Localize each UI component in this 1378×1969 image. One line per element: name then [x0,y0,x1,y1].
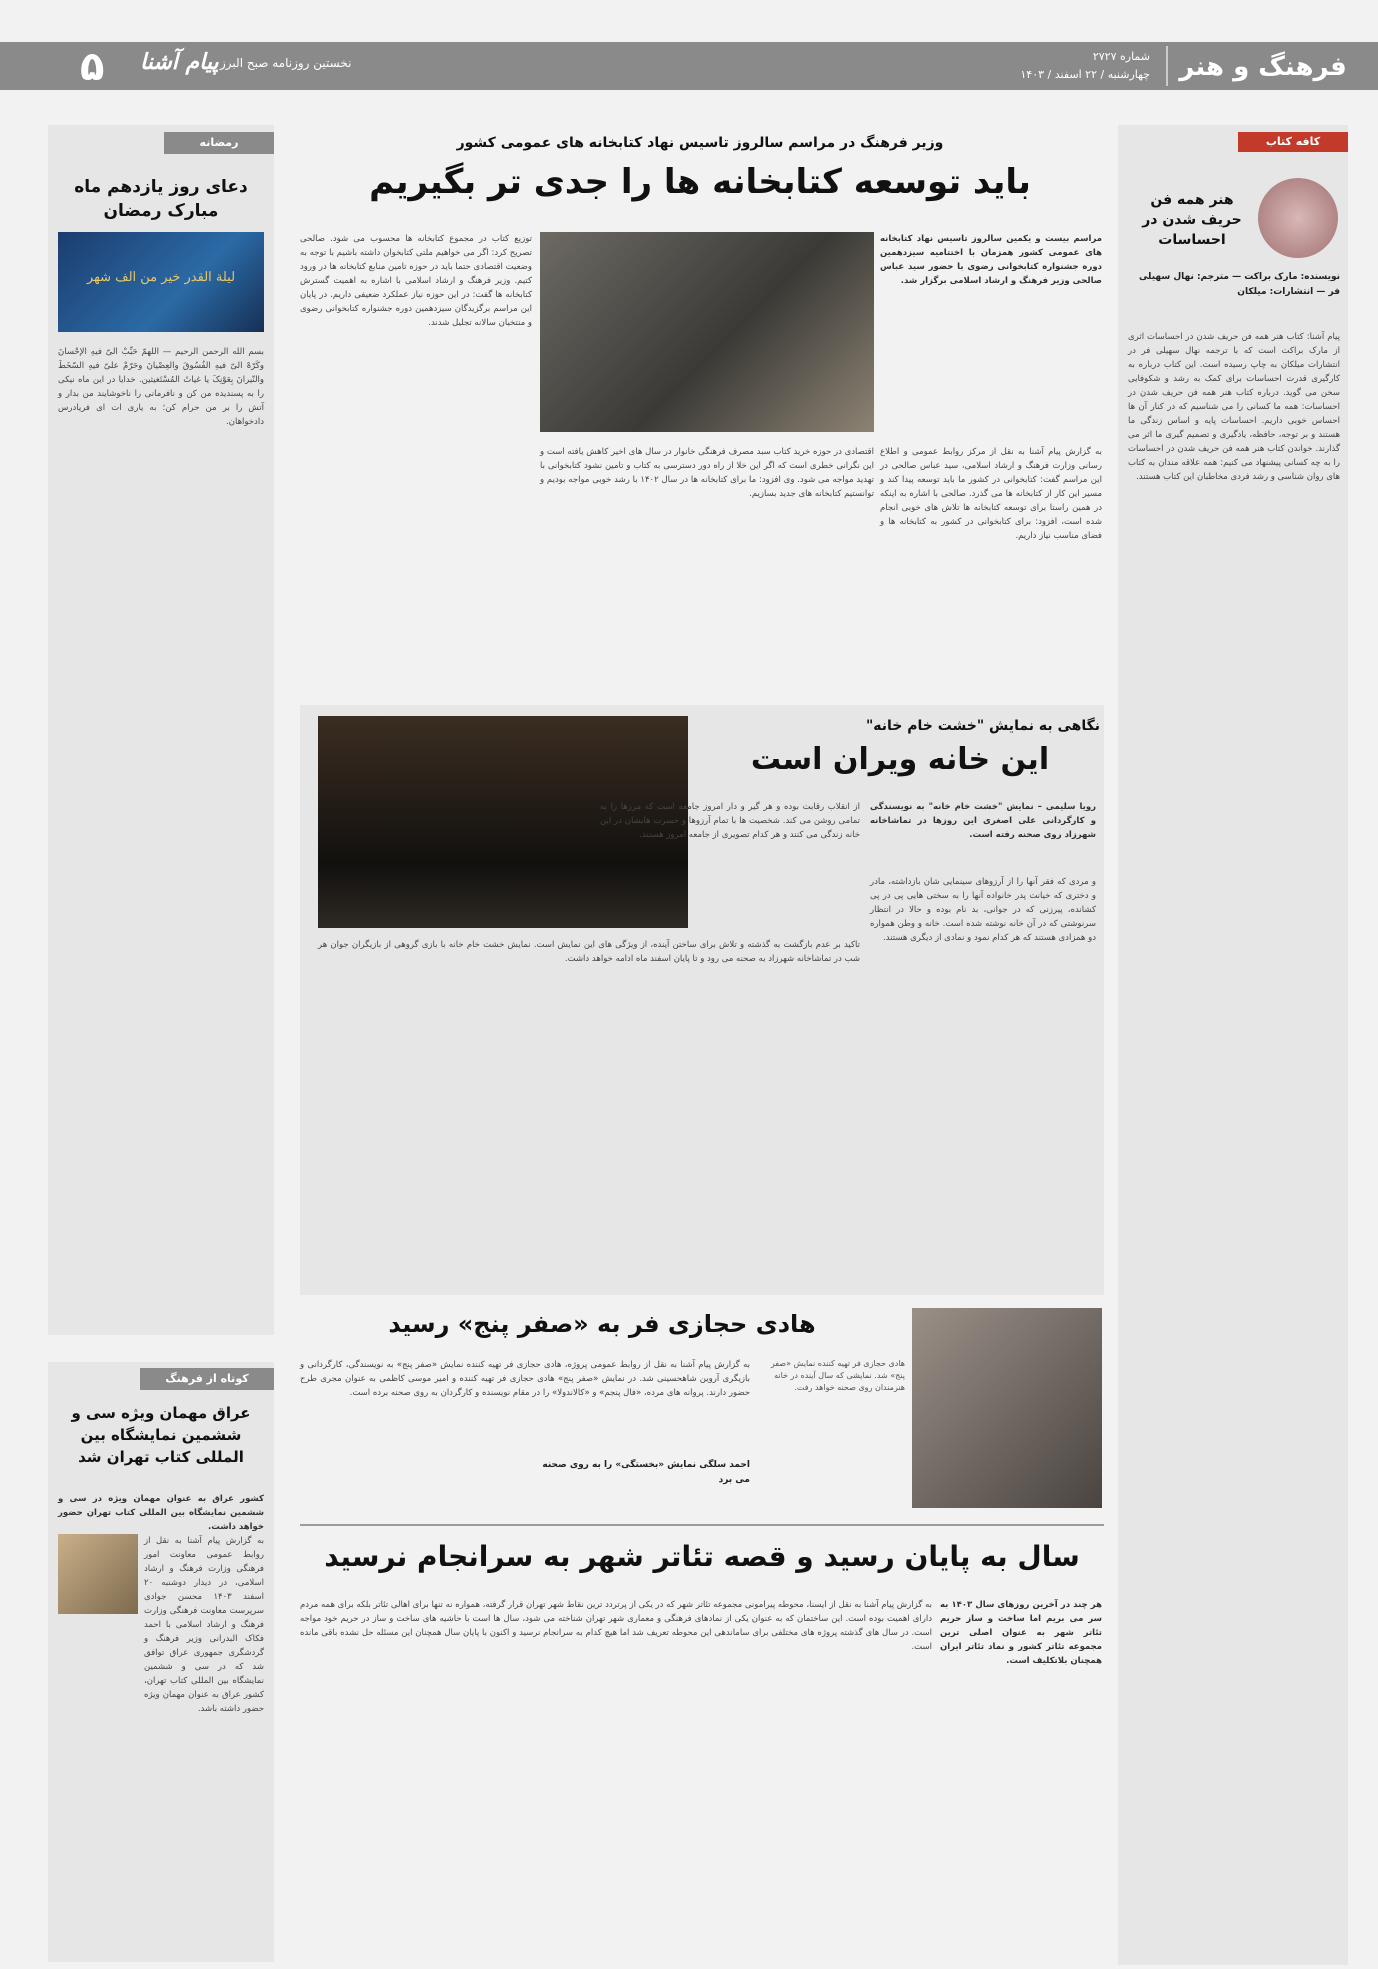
hatami-subhead: احمد سلگی نمایش «بخستگی» را به روی صحنه می برد [542,1460,750,1485]
main-kicker: وزیر فرهنگ در مراسم سالروز تاسیس نهاد کتابخانه های عمومی کشور [456,135,944,151]
book-cafe-tag: کافه کتاب [1238,132,1348,152]
paper-logo: پیام آشنا [140,50,219,75]
theatre-city-body: به گزارش پیام آشنا به نقل از ایسنا، محوطه پیرامونی مجموعه تئاتر شهر که در یکی از پرتردد ترین نقاط شهر تهران قرار گرفته، همواره نه تنها برای اهالی تئاتر بلکه برای همه مردم دارای اهمیت بوده است. این ساختمان که به عنوان یکی از نمادهای فرهنگی و معماری شهر تهران شناخته می شود، سال ها است با حاشیه های ساخت و ساز در حریم خود مواجه است. در سال های گذشته پروژه های مختلفی برای ساماندهی این محوطه تعریف شد اما هیچ کدام به سرانجام نرسید و اکنون با پایان سال همچنان این مسئله حل نشده باقی مانده است. [300,1600,932,1652]
hatami-photo [912,1308,1102,1508]
ramadan-body: بسم الله الرحمن الرحیم — اللهمّ حَبِّبْ الیّ فیهِ الإحْسانَ وکَرّهْ الیّ فیهِ الفُسُوقَ والعِصْیانَ وحَرّمْ علیّ فیهِ السّخَطَ والنّیرانَ بِعَوْنِکَ یا غیاثَ المُسْتَغیثین. خدایا در این ماه نیکی را به پسندیده من کن و نافرمانی را ناخوشایند من بدار و آتش را بر من حرام کن؛ به یاری ات ای فریادرس دادخواهان. [58,347,264,427]
main-headline: باید توسعه کتابخانه ها را جدی تر بگیریم [369,162,1031,202]
main-body-mid: اقتصادی در حوزه خرید کتاب سبد مصرف فرهنگی خانوار در سال های اخیر کاهش یافته است و این نگرانی خطری است که اگر این خلا از راه دور دسترسی به کتاب و تامین نشود کتابخوانی با تهدید مواجه می شود. وی افزود: ما برای کتابخانه ها در سال ۱۴۰۲ با رشد خوبی مواجه بودیم و توانستیم کتابخانه های جدید بسازیم. [540,447,874,499]
short-news-lead: کشور عراق به عنوان مهمان ویژه در سی و ششمین نمایشگاه بین المللی کتاب تهران حضور خواهد داشت. [58,1494,264,1532]
main-lead: مراسم بیست و یکمین سالروز تاسیس نهاد کتابخانه های عمومی کشور همزمان با اختتامیه سیزدهمین دوره جشنواره کتابخوانی رضوی با حضور سید عباس صالحی وزیر فرهنگ و ارشاد اسلامی برگزار شد. [880,234,1102,286]
main-photo [540,232,874,432]
book-title: هنر همه فن حریف شدن در احساسات [1142,192,1242,248]
hatami-body: به گزارش پیام آشنا به نقل از روابط عمومی پروژه، هادی حجازی فر تهیه کننده نمایش «صفر پنج» به نویسندگی، کارگردانی و بازیگری آروین شاهحسینی شد. در نمایش «صفر پنج» هادی حجازی فر تهیه کننده و امیر موسی کاظمی به عنوان مجری طرح حضور دارند. پروانه های مرده، «فال پنجم» و «کالاندولا» را در مقام نویسنده و کارگردان به روی صحنه برده است. [300,1360,750,1398]
short-news-title: عراق مهمان ویژه سی و ششمین نمایشگاه بین المللی کتاب تهران شد [71,1404,251,1466]
main-body-right: به گزارش پیام آشنا به نقل از مرکز روابط عمومی و اطلاع رسانی وزارت فرهنگ و ارشاد اسلامی، سید عباس صالحی در این مراسم گفت: کتابخوانی در کشور ما باید توسعه پیدا کند و مسیر این کار از کتابخانه ها می گذرد. صالحی با اشاره به اینکه در همین راستا برای توسعه کتابخانه ها تلاش های خوبی انجام شده است، افزود: برای کتابخوانی در کشور به کتابخانه ها و فضای مناسب نیاز داریم. [880,447,1102,541]
ramadan-tag: رمضانه [164,132,274,154]
header-divider-right [1166,46,1168,86]
book-cover [1258,178,1338,258]
issue-number: شماره ۲۷۲۷ [1092,50,1150,63]
short-news-tag: کوتاه از فرهنگ [140,1368,274,1390]
theatre-kicker: نگاهی به نمایش "خشت خام خانه" [865,718,1100,734]
ramadan-image-text: لیلة القدر خیر من الف شهر [86,270,236,285]
theatre-body-left: تاکید بر عدم بازگشت به گذشته و تلاش برای ساختن آینده، از ویژگی های این نمایش است. نمایش خشت خام خانه با بازی گروهی از بازیگران جوان هر شب در تماشاخانه شهرزاد به صحنه می رود و تا پایان اسفند ماه ادامه خواهد داشت. [318,940,860,964]
theatre-city-headline: سال به پایان رسید و قصه تئاتر شهر به سرانجام نرسید [324,1540,1080,1573]
book-credits: نویسنده: مارک براکت — مترجم: نهال سهیلی فر — انتشارات: میلکان [1138,272,1340,297]
issue-date: چهارشنبه / ۲۲ اسفند / ۱۴۰۳ [1020,68,1150,81]
ramadan-title: دعای روز یازدهم ماه مبارک رمضان [74,177,248,221]
book-review-body: پیام آشنا: کتاب هنر همه فن حریف شدن در احساسات اثری از مارک براکت است که با ترجمه نهال سهیلی فر در انتشارات میلکان به چاپ رسیده است. این کتاب درباره به کارگیری قدرت احساسات برای کمک به رشد و شکوفایی سخن می گوید. درباره کتاب هنر همه فن حریف شدن در احساسات: همه ما کسانی را می شناسیم که در کنار آن ها احساس خوبی داریم. احساسات پایه و اساس زندگی ما هستند و بر توجه، حافظه، یادگیری و تصمیم گیری ما اثر می گذارند. خواندن کتاب هنر همه فن حریف شدن در احساسات را به چه کسانی پیشنهاد می کنیم: همه علاقه مندان به کتاب های روان شناسی و رشد فردی مخاطبان این کتاب هستند. [1128,332,1340,482]
main-body-left: توزیع کتاب در مجموع کتابخانه ها محسوب می شود. صالحی تصریح کرد: اگر می خواهیم ملتی کتابخوان داشته باشیم با توجه به وضعیت اقتصادی حتما باید در حوزه تامین منابع کتابخانه ها در ورود کتیم. وزیر فرهنگ و ارشاد اسلامی با اشاره به اهمیت گسترش کتابخانه ها گفت: در این حوزه نیاز عملکرد ضعیفی داریم. در پایان این مراسم برگزیدگان سیزدهمین دوره جشنواره کتابخوانی رضوی و منتخبان سالانه تجلیل شدند. [300,234,532,328]
section-title: فرهنگ و هنر [1179,52,1347,82]
hatami-caption: هادی حجازی فر تهیه کننده نمایش «صفر پنج» شد. نمایشی که سال آینده در خانه هنرمندان روی صحنه خواهد رفت. [770,1359,905,1392]
short-news-body: به گزارش پیام آشنا به نقل از روابط عمومی معاونت امور فرهنگی وزارت فرهنگ و ارشاد اسلامی، در دیدار دوشنبه ۲۰ اسفند ۱۴۰۳ محسن جوادی سرپرست معاونت فرهنگی وزارت فرهنگ و ارشاد اسلامی با احمد فکاک البدرانی وزیر فرهنگ و گردشگری جمهوری عراق توافق شد که در سی و ششمین نمایشگاه بین المللی کتاب تهران، کشور عراق به عنوان مهمان ویژه حضور داشته باشد. [144,1536,264,1714]
theatre-body-right: و مردی که فقر آنها را از آرزوهای سینمایی شان بازداشته، مادر و دختری که خیانت پدر خانواده آنها را به سختی هایی پی در پی کشانده، پیرزنی که در جوانی، بد نام بوده و حالا در انتظار سرنوشتی که در آن خانه نوشته شده است. خانه و وطن همواره دو همزادی هستند که هر کدام نمود و نمادی از دیگری هستند. [870,877,1096,943]
theatre-body-mid: از انقلاب رقابت بوده و هر گیر و دار امروز جامعه است که مرزها را به تمامی روشن می کند. شخصیت ها با تمام آرزوها و حسرت هایشان در این خانه زندگی می کنند و هر کدام تصویری از جامعه امروز هستند. [600,802,860,840]
theatre-byline: رویا سلیمی – نمایش "خشت خام خانه" به نویسندگی و کارگردانی علی اصغری این روزها در تماشاخانه شهرزاد روی صحنه رفته است. [870,802,1096,840]
paper-tagline: نخستین روزنامه صبح البرز [220,56,352,70]
page-number: ۵ [80,44,105,90]
theatre-headline: این خانه ویران است [750,742,1050,777]
divider-line [300,1524,1104,1526]
theatre-city-lead: هر چند در آخرین روزهای سال ۱۴۰۳ به سر می بریم اما ساخت و ساز حریم تئاتر شهر به عنوان اصلی ترین مجموعه تئاتر کشور و نماد تئاتر ایران همچنان بلاتکلیف است. [940,1600,1102,1666]
hatami-headline: هادی حجازی فر به «صفر پنج» رسید [388,1310,816,1338]
